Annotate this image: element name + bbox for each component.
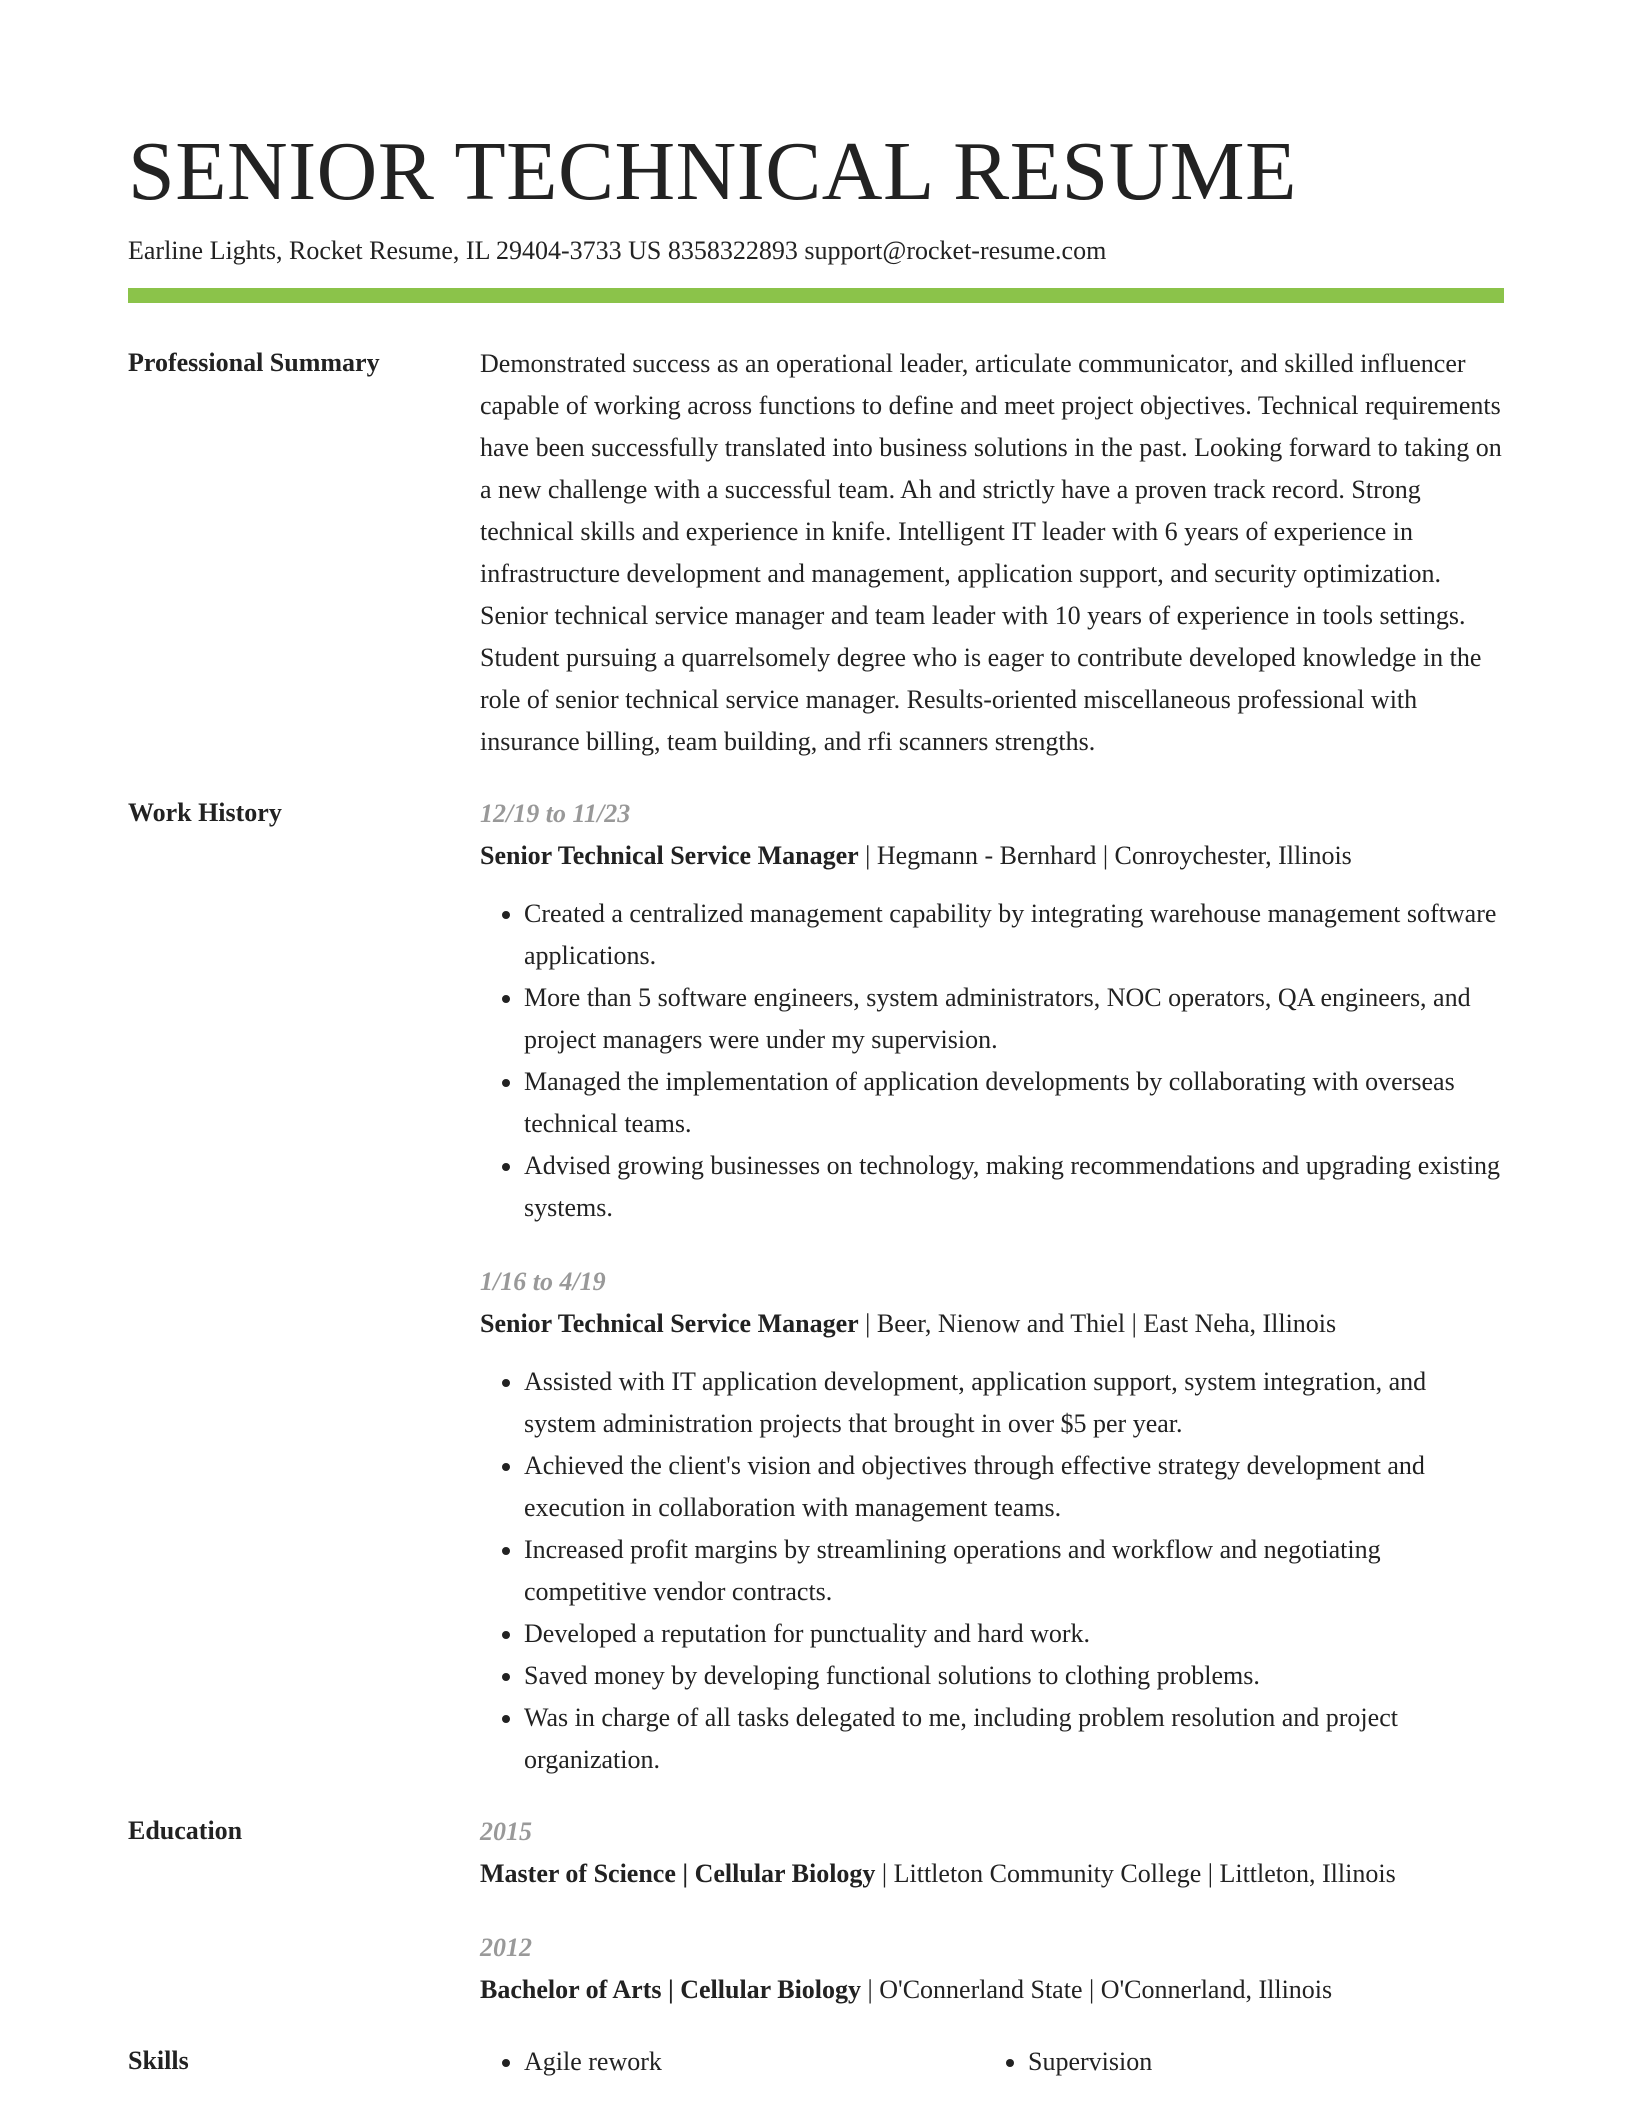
job-details: | Beer, Nienow and Thiel | East Neha, Illinois [858, 1309, 1337, 1338]
section-heading-summary: Professional Summary [128, 348, 380, 377]
section-education [128, 1811, 1504, 2011]
job-heading [480, 1303, 1504, 1345]
summary-text: Demonstrated success as an operational leader, articulate communicator, and skilled influencer capable of working across functions to define and meet project objectives. Technical requirements have been successfully translated into business solutions in the past. Looking forward to taking on a new challenge with a successful team. Ah and strictly have a proven track record. Strong technical skills and experience in knife. Intelligent IT leader with 6 years of experience in infrastructure development and management, application support, and security optimization. Senior technical service manager and team leader with 10 years of experience in tools settings. Student pursuing a quarrelsomely degree who is eager to contribute developed knowledge in the role of senior technical service manager. Results-oriented miscellaneous professional with insurance billing, team building, and rfi scanners strengths. [480, 349, 1502, 756]
skill-item: • Agile rework [524, 2041, 984, 2083]
job-dates: 1/16 to 4/19 [480, 1267, 606, 1296]
degree: Master of Science | Cellular Biology [480, 1859, 876, 1888]
skill-item: • Supervision [1028, 2041, 1488, 2083]
summary-body [480, 343, 1504, 763]
skills-column-left [480, 2041, 984, 2083]
education-entry [480, 1811, 1504, 1895]
job-dates: 12/19 to 11/23 [480, 799, 631, 828]
job-bullet: • Managed the implementation of application developments by collaborating with overseas technical teams. [524, 1061, 1504, 1145]
work-body [480, 793, 1504, 1781]
education-year: 2015 [480, 1817, 532, 1846]
education-heading [480, 1969, 1504, 2011]
job-bullet: • Saved money by developing functional solutions to clothing problems. [524, 1655, 1504, 1697]
job-bullet: • Assisted with IT application development, application support, system integration, and system administration projects that brought in over $5 per year. [524, 1361, 1504, 1445]
section-work-history [128, 793, 1504, 1781]
job-bullet: • Achieved the client's vision and objectives through effective strategy development and execution in collaboration with management teams. [524, 1445, 1504, 1529]
job-bullets [480, 1361, 1504, 1781]
school-details: | Littleton Community College | Littleton, Illinois [875, 1859, 1396, 1888]
skills-grid [480, 2041, 1504, 2083]
job-bullet: • Advised growing businesses on technology, making recommendations and upgrading existing systems. [524, 1145, 1504, 1229]
resume-title: SENIOR TECHNICAL RESUME [128, 125, 1297, 218]
job-entry [480, 793, 1504, 1229]
job-bullet: • Created a centralized management capability by integrating warehouse management software applications. [524, 893, 1504, 977]
job-title: Senior Technical Service Manager [480, 1309, 859, 1338]
education-heading [480, 1853, 1504, 1895]
job-entry [480, 1261, 1504, 1781]
section-summary [128, 343, 1504, 763]
section-heading-education: Education [128, 1816, 243, 1845]
job-heading [480, 835, 1504, 877]
section-heading-skills: Skills [128, 2046, 189, 2075]
education-year: 2012 [480, 1933, 532, 1962]
contact-line: Earline Lights, Rocket Resume, IL 29404-3733 US 8358322893 support@rocket-resume.com [128, 236, 1107, 265]
accent-divider [128, 288, 1504, 303]
degree: Bachelor of Arts | Cellular Biology [480, 1975, 862, 2004]
job-bullet: • Increased profit margins by streamlining operations and workflow and negotiating competitive vendor contracts. [524, 1529, 1504, 1613]
resume-page [128, 0, 1504, 2083]
education-body [480, 1811, 1504, 2011]
job-details: | Hegmann - Bernhard | Conroychester, Illinois [858, 841, 1352, 870]
section-skills [128, 2041, 1504, 2083]
job-bullet: • Was in charge of all tasks delegated to me, including problem resolution and project organization. [524, 1697, 1504, 1781]
school-details: | O'Connerland State | O'Connerland, Illinois [861, 1975, 1333, 2004]
job-bullet: • Developed a reputation for punctuality and hard work. [524, 1613, 1504, 1655]
skills-column-right [984, 2041, 1488, 2083]
skills-body [480, 2041, 1504, 2083]
job-bullets [480, 893, 1504, 1229]
section-heading-work: Work History [128, 798, 282, 827]
education-entry [480, 1927, 1504, 2011]
job-title: Senior Technical Service Manager [480, 841, 859, 870]
job-bullet: • More than 5 software engineers, system administrators, NOC operators, QA engineers, and project managers were under my supervision. [524, 977, 1504, 1061]
